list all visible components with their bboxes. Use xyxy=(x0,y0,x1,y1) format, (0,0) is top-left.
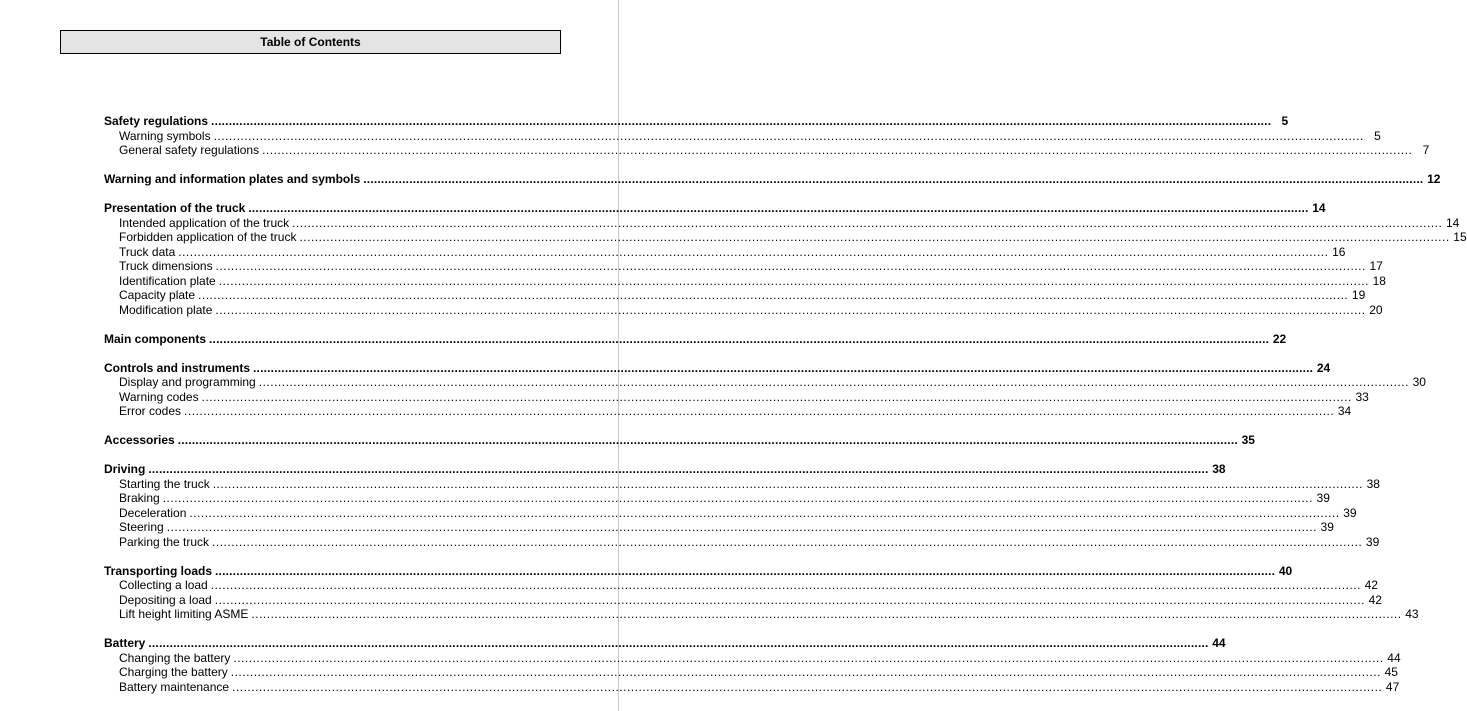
toc-subentry[interactable] xyxy=(104,505,1357,521)
dot-leader: ............................................................................................................................................................................................................................................................................................................ xyxy=(189,505,1340,520)
toc-subentry[interactable] xyxy=(104,607,1419,622)
dot-leader: ............................................................................................................................................................................................................................................................................................................ xyxy=(363,172,1424,186)
dot-leader: ............................................................................................................................................................................................................................................................................................................ xyxy=(212,534,1363,549)
toc-section xyxy=(104,563,1419,622)
toc-subentry[interactable] xyxy=(104,302,1383,318)
toc-section xyxy=(104,433,1255,448)
dot-leader: ............................................................................................................................................................................................................................................................................................................ xyxy=(233,650,1384,665)
page-number: 42 xyxy=(1368,592,1382,607)
page-number: 42 xyxy=(1364,578,1378,592)
toc-subentry[interactable] xyxy=(104,230,1467,245)
page-number: 44 xyxy=(1387,650,1401,665)
entry-title: Driving xyxy=(104,462,146,476)
page-number: 5 xyxy=(1281,114,1289,128)
page-number: 38 xyxy=(1366,476,1380,491)
toc-section xyxy=(104,114,1430,158)
toc-entry[interactable] xyxy=(104,563,1293,579)
toc-subentry[interactable] xyxy=(104,650,1401,666)
dot-leader: ............................................................................................................................................................................................................................................................................................................ xyxy=(248,201,1309,215)
dot-leader: ............................................................................................................................................................................................................................................................................................................ xyxy=(299,230,1450,244)
page-number: 40 xyxy=(1278,563,1293,578)
entry-title: Modification plate xyxy=(119,302,213,317)
entry-title: Main components xyxy=(104,331,207,346)
toc-subentry[interactable] xyxy=(104,259,1383,274)
toc-entry[interactable] xyxy=(104,172,1441,187)
entry-title: Warning codes xyxy=(119,389,199,404)
toc-subentry[interactable] xyxy=(104,273,1386,289)
page-number: 34 xyxy=(1337,404,1352,418)
page-number: 33 xyxy=(1355,389,1369,404)
entry-title: Lift height limiting ASME xyxy=(119,607,249,621)
entry-title: Display and programming xyxy=(119,375,256,389)
toc-subentry[interactable] xyxy=(104,534,1380,550)
page-number: 15 xyxy=(1453,230,1467,244)
toc-entry[interactable] xyxy=(104,433,1255,448)
page-number: 44 xyxy=(1212,636,1226,650)
toc-subentry[interactable] xyxy=(104,404,1352,419)
toc-subentry[interactable] xyxy=(104,244,1346,260)
dot-leader: ............................................................................................................................................................................................................................................................................................................ xyxy=(198,288,1349,302)
entry-title: Identification plate xyxy=(119,273,216,288)
toc-subentry[interactable] xyxy=(104,389,1369,405)
entry-title: Transporting loads xyxy=(104,563,213,578)
entry-title: Warning and information plates and symbols xyxy=(104,172,361,186)
toc-entry[interactable] xyxy=(104,331,1287,347)
toc-subentry[interactable] xyxy=(104,679,1400,695)
dot-leader: ............................................................................................................................................................................................................................................................................................................ xyxy=(213,128,1364,143)
dot-leader: ............................................................................................................................................................................................................................................................................................................ xyxy=(253,360,1314,375)
entry-title: Error codes xyxy=(119,404,182,418)
entry-title: Forbidden application of the truck xyxy=(119,230,297,244)
entry-title: Truck dimensions xyxy=(119,259,213,273)
page-number: 22 xyxy=(1272,331,1287,346)
toc-entry[interactable] xyxy=(104,201,1326,216)
page-number: 39 xyxy=(1316,491,1330,505)
toc-entry[interactable] xyxy=(104,636,1226,651)
dot-leader: ............................................................................................................................................................................................................................................................................................................ xyxy=(251,607,1402,621)
dot-leader: ............................................................................................................................................................................................................................................................................................................ xyxy=(218,273,1369,288)
entry-title: Truck data xyxy=(119,244,176,259)
entry-title: Warning symbols xyxy=(119,128,211,143)
toc-subentry[interactable] xyxy=(104,476,1380,492)
toc-section xyxy=(104,462,1380,549)
dot-leader: ............................................................................................................................................................................................................................................................................................................ xyxy=(292,215,1443,230)
toc-section xyxy=(104,331,1287,347)
toc-section xyxy=(104,360,1426,419)
entry-title: Braking xyxy=(119,491,160,505)
toc-entry[interactable] xyxy=(104,360,1331,376)
dot-leader: ............................................................................................................................................................................................................................................................................................................ xyxy=(201,389,1352,404)
entry-title: General safety regulations xyxy=(119,143,260,157)
dot-leader: ............................................................................................................................................................................................................................................................................................................ xyxy=(209,331,1270,346)
toc-header xyxy=(60,30,561,54)
entry-title: Depositing a load xyxy=(119,592,212,607)
page-number: 30 xyxy=(1412,375,1426,389)
entry-title: Parking the truck xyxy=(119,534,210,549)
page-number: 18 xyxy=(1372,273,1386,288)
dot-leader: ............................................................................................................................................................................................................................................................................................................ xyxy=(162,491,1313,505)
dot-leader: ............................................................................................................................................................................................................................................................................................................ xyxy=(184,404,1335,418)
dot-leader: ............................................................................................................................................................................................................................................................................................................ xyxy=(262,143,1413,157)
dot-leader: ............................................................................................................................................................................................................................................................................................................ xyxy=(232,679,1383,694)
dot-leader: ............................................................................................................................................................................................................................................................................................................ xyxy=(166,520,1317,534)
dot-leader: ............................................................................................................................................................................................................................................................................................................ xyxy=(215,563,1276,578)
dot-leader: ............................................................................................................................................................................................................................................................................................................ xyxy=(215,259,1366,273)
page-number: 7 xyxy=(1422,143,1430,157)
dot-leader: ............................................................................................................................................................................................................................................................................................................ xyxy=(215,302,1366,317)
entry-title: Battery xyxy=(104,636,146,650)
page-number: 17 xyxy=(1369,259,1383,273)
page-number: 24 xyxy=(1316,360,1331,375)
toc-list xyxy=(104,114,1467,709)
toc-subentry[interactable] xyxy=(104,288,1366,303)
dot-leader: ............................................................................................................................................................................................................................................................................................................ xyxy=(211,114,1272,128)
page-number: 35 xyxy=(1241,433,1255,447)
dot-leader: ............................................................................................................................................................................................................................................................................................................ xyxy=(210,578,1361,592)
page-number: 39 xyxy=(1365,534,1380,549)
toc-subentry[interactable] xyxy=(104,215,1460,231)
toc-section xyxy=(104,201,1467,317)
toc-subentry[interactable] xyxy=(104,592,1382,608)
toc-subentry[interactable] xyxy=(104,375,1426,390)
dot-leader: ............................................................................................................................................................................................................................................................................................................ xyxy=(258,375,1409,389)
toc-entry[interactable] xyxy=(104,114,1289,129)
entry-title: Collecting a load xyxy=(119,578,208,592)
dot-leader: ............................................................................................................................................................................................................................................................................................................ xyxy=(148,462,1209,476)
page-number: 38 xyxy=(1212,462,1226,476)
toc-subentry[interactable] xyxy=(104,143,1430,158)
entry-title: Accessories xyxy=(104,433,175,447)
dot-leader: ............................................................................................................................................................................................................................................................................................................ xyxy=(230,665,1381,679)
page-number: 47 xyxy=(1385,679,1400,694)
toc-section xyxy=(104,636,1401,694)
page-number: 43 xyxy=(1405,607,1419,621)
page-number: 14 xyxy=(1445,215,1460,230)
dot-leader: ............................................................................................................................................................................................................................................................................................................ xyxy=(212,476,1363,491)
page-number: 20 xyxy=(1369,302,1383,317)
toc-subentry[interactable] xyxy=(104,520,1334,535)
entry-title: Battery maintenance xyxy=(119,679,230,694)
page-number: 39 xyxy=(1343,505,1357,520)
page-number: 16 xyxy=(1332,244,1346,259)
toc-section xyxy=(104,172,1441,187)
entry-title: Changing the battery xyxy=(119,650,231,665)
entry-title: Safety regulations xyxy=(104,114,209,128)
dot-leader: ............................................................................................................................................................................................................................................................................................................ xyxy=(148,636,1209,650)
toc-subentry[interactable] xyxy=(104,665,1398,680)
entry-title: Deceleration xyxy=(119,505,187,520)
entry-title: Presentation of the truck xyxy=(104,201,246,215)
entry-title: Charging the battery xyxy=(119,665,228,679)
page-number: 14 xyxy=(1312,201,1326,215)
entry-title: Capacity plate xyxy=(119,288,196,302)
page-number: 12 xyxy=(1427,172,1441,186)
toc-subentry[interactable] xyxy=(104,128,1381,144)
page-number: 39 xyxy=(1320,520,1334,534)
page-number: 19 xyxy=(1351,288,1366,302)
entry-title: Starting the truck xyxy=(119,476,210,491)
page-number: 45 xyxy=(1384,665,1398,679)
entry-title: Steering xyxy=(119,520,164,534)
toc-subentry[interactable] xyxy=(104,491,1330,506)
dot-leader: ............................................................................................................................................................................................................................................................................................................ xyxy=(214,592,1365,607)
dot-leader: ............................................................................................................................................................................................................................................................................................................ xyxy=(178,244,1329,259)
page-number: 5 xyxy=(1374,128,1381,143)
entry-title: Intended application of the truck xyxy=(119,215,290,230)
entry-title: Controls and instruments xyxy=(104,360,251,375)
toc-title: Table of Contents xyxy=(260,35,361,49)
dot-leader: ............................................................................................................................................................................................................................................................................................................ xyxy=(177,433,1238,447)
toc-subentry[interactable] xyxy=(104,578,1378,593)
toc-entry[interactable] xyxy=(104,462,1226,477)
